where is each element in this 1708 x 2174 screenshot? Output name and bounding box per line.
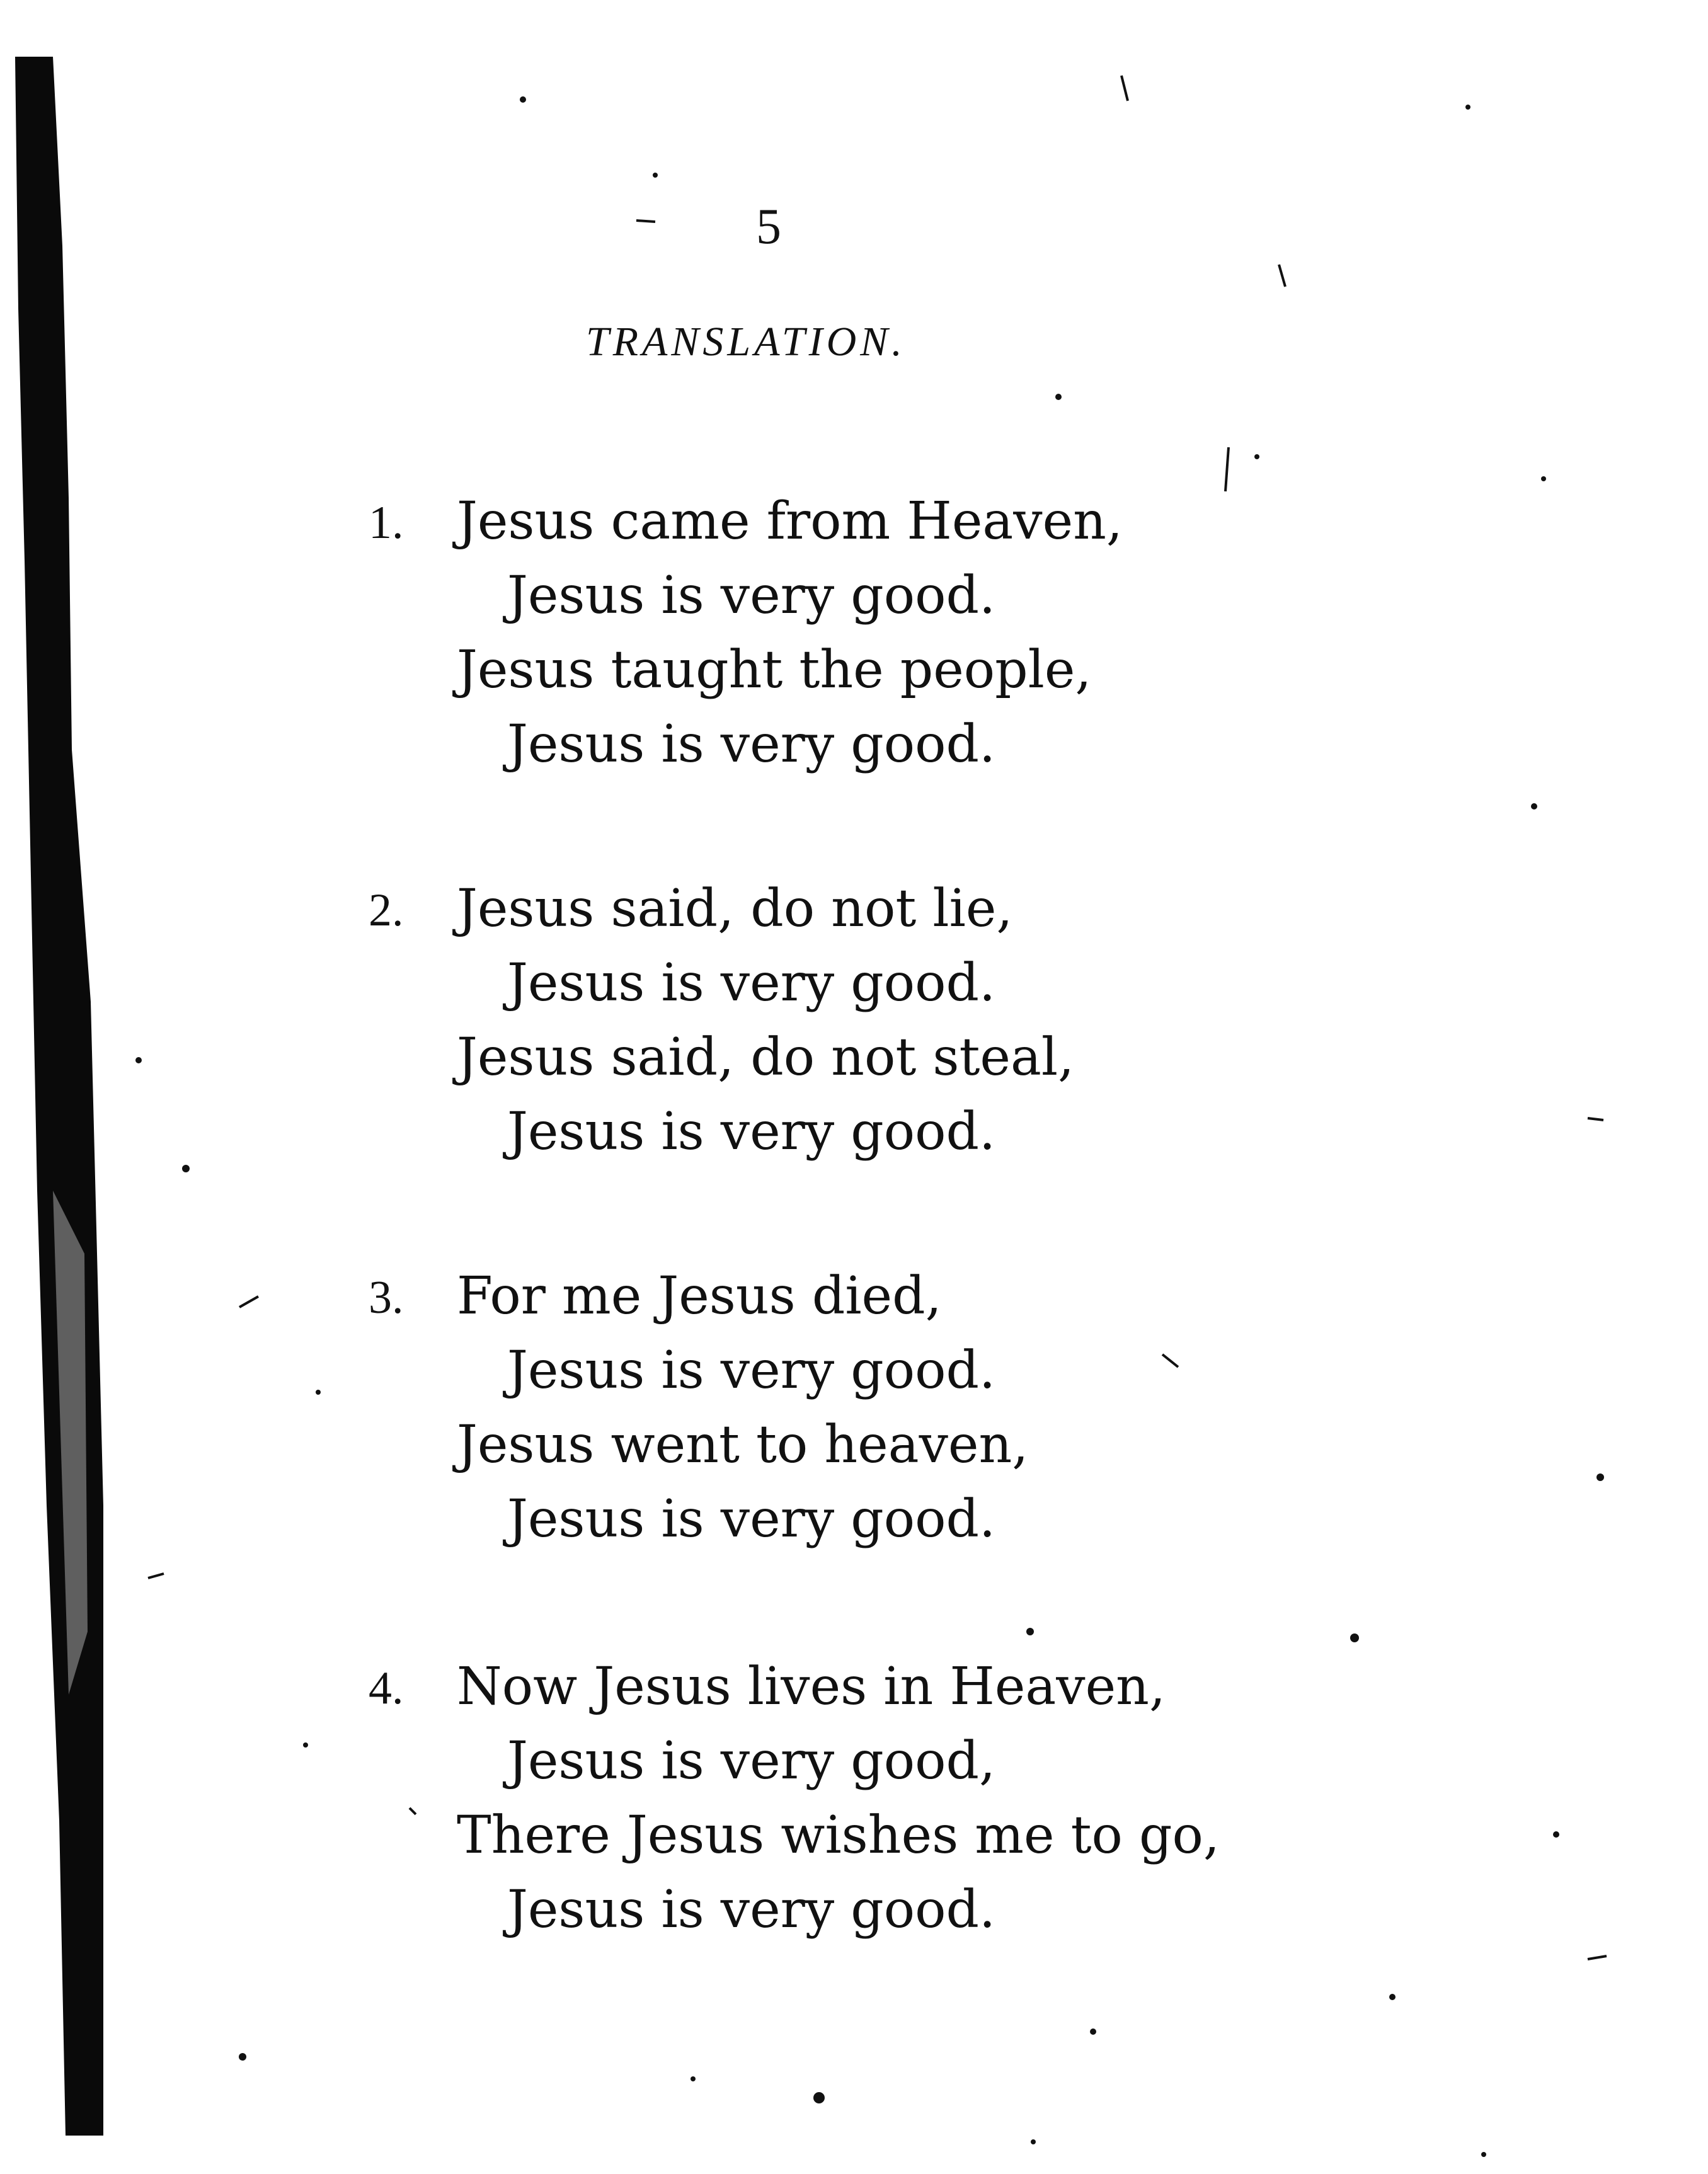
verse-line: Jesus is very good.	[507, 1102, 996, 1162]
stanza-number: 2.	[369, 884, 404, 936]
page-heading: TRANSLATION.	[586, 319, 906, 365]
stanza-number: 1.	[369, 497, 404, 549]
verse-line: Jesus is very good.	[507, 1880, 996, 1940]
verse-line: Jesus said, do not lie,	[457, 879, 1013, 939]
stanza-number: 3.	[369, 1272, 404, 1324]
verse-line: There Jesus wishes me to go,	[457, 1805, 1220, 1865]
verse-line: Now Jesus lives in Heaven,	[457, 1657, 1166, 1717]
verse-line: Jesus is very good.	[507, 566, 996, 626]
verse-line: For me Jesus died,	[457, 1266, 942, 1326]
verse-line: Jesus taught the people,	[457, 640, 1092, 700]
verse-line: Jesus is very good.	[507, 1489, 996, 1549]
stanza-number: 4.	[369, 1662, 404, 1714]
verse-line: Jesus came from Heaven,	[457, 491, 1123, 551]
verse-line: Jesus is very good,	[507, 1731, 996, 1791]
verse-line: Jesus went to heaven,	[457, 1415, 1029, 1475]
verse-line: Jesus is very good.	[507, 1341, 996, 1400]
verse-line: Jesus is very good.	[507, 953, 996, 1013]
verse-line: Jesus is very good.	[507, 714, 996, 774]
verse-line: Jesus said, do not steal,	[457, 1027, 1075, 1087]
page-number: 5	[756, 199, 781, 255]
